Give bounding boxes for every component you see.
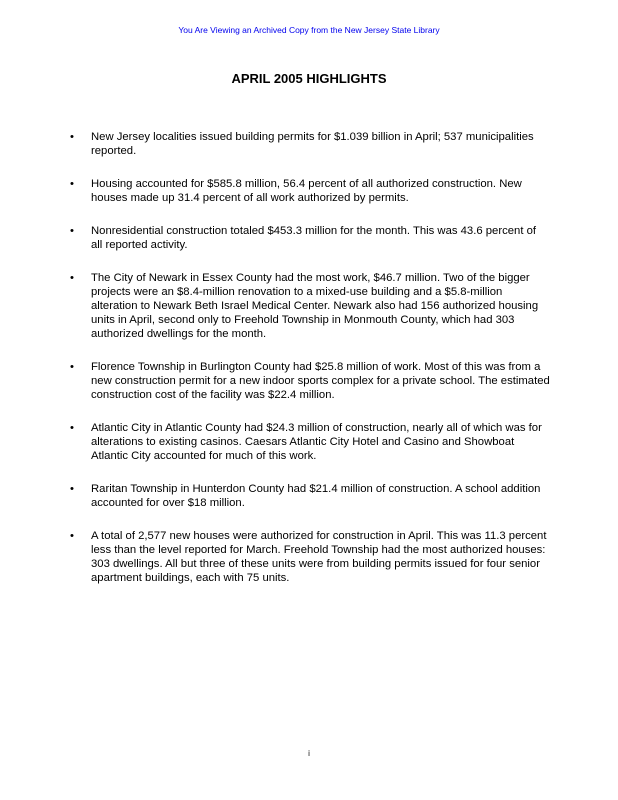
list-item (0, 421, 618, 463)
list-item (0, 529, 618, 585)
bullet-icon: • (70, 483, 74, 495)
archive-banner: You Are Viewing an Archived Copy from the New Jersey State Library (178, 25, 440, 35)
bullet-icon: • (70, 422, 74, 434)
list-item-text: The City of Newark in Essex County had the most work, $46.7 million. Two of the bigger projects were an $8.4-million renovation to a mixed-use building and a $5.8-million alteration to Newark Beth Israel Medical Center. Newark also had 156 authorized housing units in April, second only to Freehold Township in Monmouth County, which had 303 authorized dwellings for the month. (91, 272, 539, 340)
list-item (0, 482, 618, 510)
bullet-icon: • (70, 225, 74, 237)
list-item (0, 360, 618, 402)
list-item (0, 224, 618, 252)
list-item (0, 177, 618, 205)
list-item-text: Florence Township in Burlington County had $25.8 million of work. Most of this was from a new construction permit for a new indoor sports complex for a private school. The estimated construction cost of the facility was $22.4 million. (91, 361, 550, 401)
list-item-text: A total of 2,577 new houses were authorized for construction in April. This was 11.3 percent less than the level reported for March. Freehold Township had the most authorized houses: 303 dwellings. All but three of these units were from building permits issued for four senior apartment buildings, each with 75 units. (91, 530, 547, 584)
page-number: i (308, 749, 310, 758)
list-item-text: Nonresidential construction totaled $453.3 million for the month. This was 43.6 percent of all reported activity. (91, 225, 537, 251)
list-item (0, 271, 618, 341)
list-item-text: Housing accounted for $585.8 million, 56.4 percent of all authorized construction. New houses made up 31.4 percent of all work authorized by permits. (91, 178, 522, 204)
bullet-icon: • (70, 361, 74, 373)
bullet-icon: • (70, 272, 74, 284)
list-item-text: Raritan Township in Hunterdon County had $21.4 million of construction. A school addition accounted for over $18 million. (91, 483, 541, 509)
list-item-text: New Jersey localities issued building permits for $1.039 billion in April; 537 municipalities reported. (91, 131, 534, 157)
bullet-icon: • (70, 530, 74, 542)
highlights-list (0, 130, 618, 604)
page-title: APRIL 2005 HIGHLIGHTS (231, 71, 387, 86)
list-item (0, 130, 618, 158)
bullet-icon: • (70, 178, 74, 190)
list-item-text: Atlantic City in Atlantic County had $24.3 million of construction, nearly all of which was for alterations to existing casinos. Caesars Atlantic City Hotel and Casino and Showboat Atlantic City accounted for much of this work. (91, 422, 542, 462)
bullet-icon: • (70, 131, 74, 143)
